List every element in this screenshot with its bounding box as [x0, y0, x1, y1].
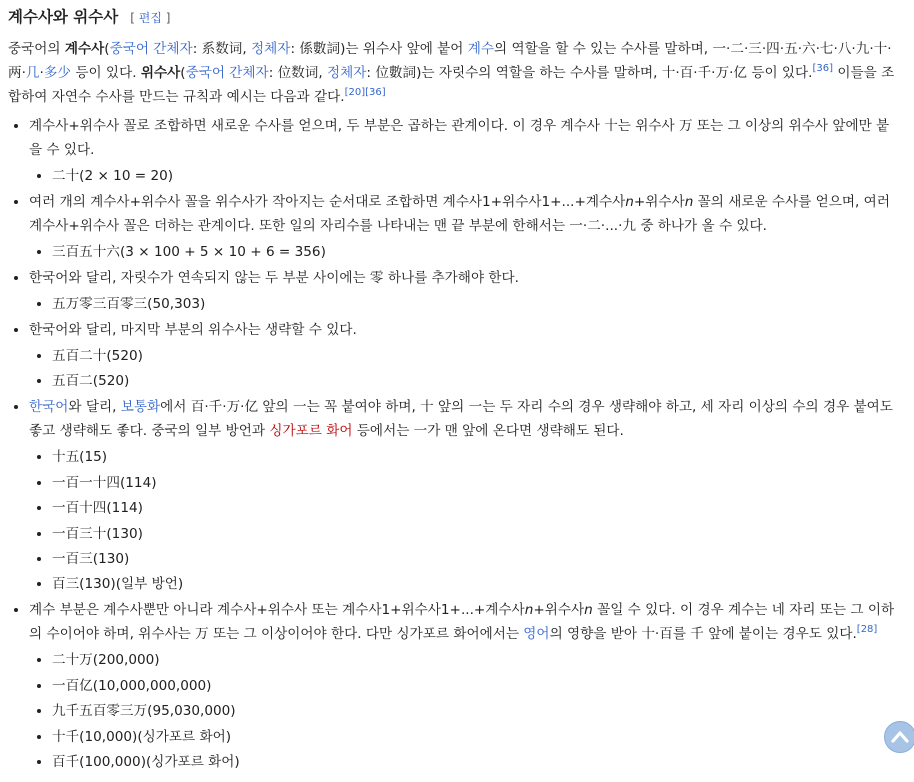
- text: : 系数词,: [192, 41, 252, 57]
- example-list: [29, 164, 896, 188]
- edit-section: [130, 11, 170, 25]
- example-list: [29, 648, 896, 774]
- example-item: • 十五(15): [52, 445, 896, 469]
- example-item: • 五百二十(520): [52, 344, 896, 368]
- link-simplified-chinese[interactable]: 중국어 간체자: [109, 41, 193, 57]
- text: 이들을 조합하여 자연수 수사를 만드는 규칙과 예시는 다음과 같다.: [8, 65, 895, 105]
- rule-text: 한국어와 달리, 마지막 부분의 위수사는 생략할 수 있다.: [29, 322, 357, 338]
- example-list: [29, 445, 896, 596]
- link-putonghua[interactable]: 보통화: [120, 399, 161, 416]
- rule-text: +위수사: [533, 602, 585, 619]
- rules-list: [8, 114, 896, 774]
- rule-text: 와 달리,: [68, 399, 121, 416]
- list-item: [29, 395, 896, 596]
- citation: [345, 87, 386, 98]
- example-item: • 五百二(520): [52, 369, 896, 393]
- link-simplified-chinese[interactable]: 중국어 간체자: [185, 65, 269, 81]
- link-english[interactable]: 영어: [523, 626, 550, 643]
- edit-bracket-open: [: [130, 11, 135, 25]
- text: : 位數詞)는 자릿수의 역할을 하는 수사를 말하며, 十·百·千·万·亿 등이 있다.: [366, 65, 813, 81]
- rule-text: 계수 부분은 계수사뿐만 아니라 계수사+위수사 또는 계수사1+위수사1+...+계수사: [29, 602, 525, 619]
- example-item: • 百三(130)(일부 방언): [52, 572, 896, 596]
- rule-text: 에서 百·千·万·亿 앞의 一는 꼭 붙여야 하며, 十 앞의 一는 두 자리 수의 경우 생략해야 하고, 세 자리 이상의 수의 경우 붙여도 좋고 생략해도 좋다. 중국의 일부 방언과: [29, 399, 893, 440]
- link-duoshao[interactable]: 多少: [43, 65, 72, 81]
- back-to-top-button[interactable]: [884, 721, 914, 753]
- rule-text: 꼴의 새로운 수사를 얻으며, 여러 계수사+위수사 꼴은 더하는 관계이다. 또한 일의 자리수를 나타내는 맨 끝 부분에 한해서는 一·二·...·九 중 하나가 올 수 있다.: [29, 194, 890, 234]
- text: (: [104, 41, 110, 57]
- list-item: [29, 318, 896, 393]
- term-wisusa: 위수사: [140, 65, 181, 81]
- example-item: • 一百三(130): [52, 547, 896, 571]
- citation-link[interactable]: [36]: [812, 63, 834, 74]
- list-item: [29, 266, 896, 316]
- rule-text: 등에서는 一가 맨 앞에 온다면 생략해도 된다.: [352, 423, 624, 440]
- var-n: n: [584, 602, 593, 619]
- article-section: [8, 4, 896, 776]
- link-singapore-mandarin[interactable]: 싱가포르 화어: [269, 423, 353, 440]
- link-korean[interactable]: 한국어: [29, 399, 69, 416]
- text: ·: [39, 65, 44, 81]
- example-item: • 一百三十(130): [52, 522, 896, 546]
- text: 등이 있다.: [71, 65, 141, 81]
- example-item: • 九千五百零三万(95,030,000): [52, 699, 896, 723]
- example-item: • 十千(10,000)(싱가포르 화어): [52, 725, 896, 749]
- rule-text: 여러 개의 계수사+위수사 꼴을 위수사가 작아지는 순서대로 조합하면 계수사1+위수사1+...+계수사: [29, 194, 626, 210]
- citation: [857, 624, 878, 635]
- text: : 位数词,: [268, 65, 328, 81]
- example-item: • 百千(100,000)(싱가포르 화어): [52, 750, 896, 774]
- rule-text: 의 영향을 받아 十·百를 千 앞에 붙이는 경우도 있다.: [549, 626, 857, 643]
- edit-bracket-close: ]: [165, 11, 171, 25]
- text: 중국어의: [8, 41, 65, 57]
- citation-link[interactable]: [36]: [365, 87, 386, 98]
- text: 의 역할을 할 수 있는 수사를 말하며, 一·二·三·四·五·六·七·八·九·十·两·: [8, 41, 892, 81]
- example-list: [29, 292, 896, 316]
- example-item: • 二十万(200,000): [52, 648, 896, 672]
- example-item: • 一百十四(114): [52, 496, 896, 520]
- citation-link[interactable]: [20]: [344, 87, 366, 98]
- link-coefficient[interactable]: 계수: [467, 41, 495, 57]
- list-item: [29, 114, 896, 188]
- rule-text: 계수사+위수사 꼴로 조합하면 새로운 수사를 얻으며, 두 부분은 곱하는 관계이다. 이 경우 계수사 十는 위수사 万 또는 그 이상의 위수사 앞에만 붙을 수 있다.: [29, 118, 890, 158]
- link-traditional-chinese[interactable]: 정체자: [251, 41, 291, 57]
- example-list: [29, 240, 896, 264]
- link-traditional-chinese[interactable]: 정체자: [327, 65, 367, 81]
- up-arrow-circle-icon: [885, 722, 914, 752]
- text: (: [180, 65, 186, 81]
- var-n: n: [524, 602, 534, 619]
- list-item: [29, 598, 896, 774]
- example-item: • 三百五十六(3 × 100 + 5 × 10 + 6 = 356): [52, 240, 896, 264]
- section-heading: [8, 4, 896, 31]
- var-n: n: [625, 194, 634, 210]
- intro-paragraph: [8, 37, 896, 109]
- example-item: • 二十(2 × 10 = 20): [52, 164, 896, 188]
- example-item: • 一百一十四(114): [52, 471, 896, 495]
- link-ji[interactable]: 几: [25, 65, 40, 81]
- var-n: n: [684, 194, 694, 210]
- citation-link[interactable]: [28]: [856, 624, 878, 636]
- rule-text: 꼴일 수 있다. 이 경우 계수는 네 자리 또는 그 이하의 수이어야 하며, 위수사는 万 또는 그 이상이어야 한다. 다만 싱가포르 화어에서는: [29, 602, 895, 643]
- list-item: [29, 190, 896, 264]
- example-item: • 一百亿(10,000,000,000): [52, 674, 896, 698]
- edit-link[interactable]: 편집: [138, 11, 162, 25]
- rule-text: +위수사: [633, 194, 685, 210]
- term-gyesusa: 계수사: [64, 41, 105, 57]
- text: : 係數詞)는 위수사 앞에 붙어: [290, 41, 468, 57]
- example-list: [29, 344, 896, 393]
- citation: [813, 63, 834, 74]
- example-item: • 五万零三百零三(50,303): [52, 292, 896, 316]
- section-title: 계수사와 위수사: [8, 8, 119, 26]
- rule-text: 한국어와 달리, 자릿수가 연속되지 않는 두 부분 사이에는 零 하나를 추가해야 한다.: [29, 270, 519, 286]
